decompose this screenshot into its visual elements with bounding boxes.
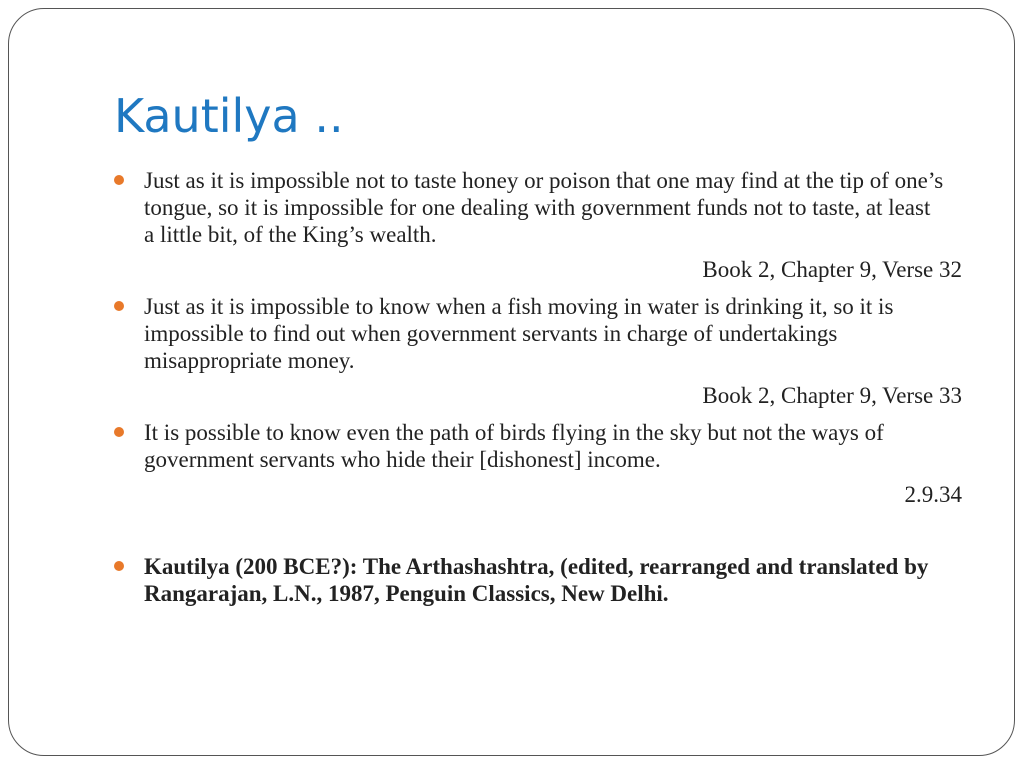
slide-title: Kautilya .. xyxy=(114,89,344,143)
bullet-citation-1: Book 2, Chapter 9, Verse 32 xyxy=(702,257,962,282)
bullet-text: Just as it is impossible not to taste honey or poison that one may find at the tip of one’s tongue, so it is impossible for one dealing with government funds not to taste, at least a little bit, of the King’s wealth. xyxy=(144,168,944,247)
bullet-item-reference xyxy=(114,553,944,607)
bullet-item-2 xyxy=(114,293,944,374)
bullet-icon xyxy=(114,561,124,571)
reference-text: Kautilya (200 BCE?): The Arthashashtra, (edited, rearranged and translated by Rangarajan, L.N., 1987, Penguin Classics, New Delhi. xyxy=(144,554,929,606)
bullet-citation-2: Book 2, Chapter 9, Verse 33 xyxy=(702,383,962,408)
bullet-text: Just as it is impossible to know when a fish moving in water is drinking it, so it is impossible to find out when government servants in charge of undertakings misappropriate money. xyxy=(144,294,894,373)
bullet-icon xyxy=(114,427,124,437)
bullet-citation-3: 2.9.34 xyxy=(904,482,962,507)
bullet-item-3 xyxy=(114,419,944,473)
bullet-icon xyxy=(114,301,124,311)
bullet-text: It is possible to know even the path of birds flying in the sky but not the ways of government servants who hide their [dishonest] income. xyxy=(144,420,884,472)
bullet-icon xyxy=(114,175,124,185)
bullet-item-1 xyxy=(114,167,944,248)
